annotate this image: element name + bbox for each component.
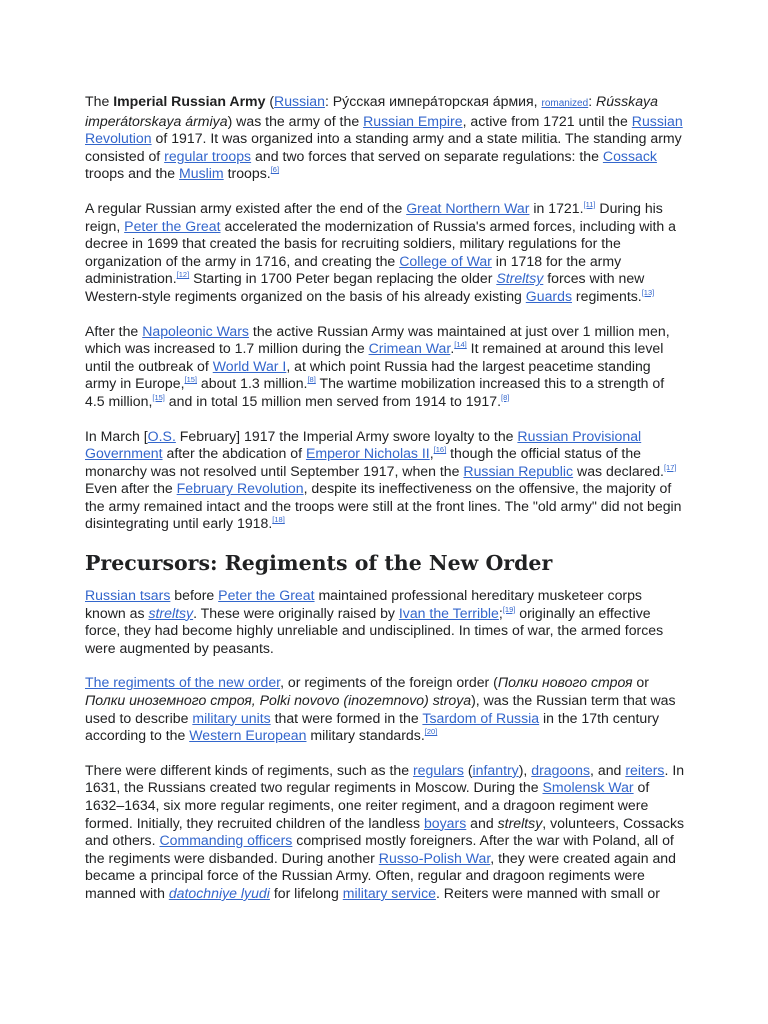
text: , they were created again and became a principal force of the Russian Army. Often, regular and dragoon regiments were manned with bbox=[85, 849, 676, 901]
citation-ref[interactable] bbox=[434, 445, 447, 454]
citation-ref[interactable] bbox=[503, 605, 516, 614]
text: originally an effective force, they had become highly unreliable and undisciplined. In times of war, the armed forces were augmented by peasants. bbox=[85, 604, 664, 656]
text: ( bbox=[265, 93, 275, 109]
link-february-revolution[interactable]: February Revolution bbox=[176, 480, 304, 497]
text: : bbox=[588, 93, 597, 109]
text: comprised mostly foreigners. After the war with Poland, all of the regiments were disbanded. During another bbox=[85, 832, 674, 866]
citation-link[interactable]: [14] bbox=[454, 340, 467, 350]
section-heading: Precursors: Regiments of the New Order bbox=[85, 551, 553, 576]
text: ; bbox=[498, 604, 503, 621]
text: in 1721. bbox=[529, 199, 584, 216]
text: military standards. bbox=[306, 727, 425, 744]
text: , at which point Russia had the largest peacetime standing army in Europe, bbox=[85, 357, 651, 392]
text: of 1917. It was organized into a standing army and a state militia. The standing army consisted of bbox=[85, 130, 682, 164]
citation-link[interactable]: [11] bbox=[583, 199, 596, 209]
text: about 1.3 million. bbox=[197, 375, 308, 392]
text: in the 17th century according to the bbox=[85, 709, 659, 744]
text: troops and the bbox=[85, 165, 180, 182]
citation-link[interactable]: [15] bbox=[152, 392, 165, 402]
link-muslim[interactable]: Muslim bbox=[179, 165, 224, 182]
citation-link[interactable]: [15] bbox=[184, 375, 197, 385]
link-romanized[interactable]: romanized bbox=[541, 98, 589, 109]
paragraph-peter-reforms bbox=[85, 200, 685, 306]
text: A regular Russian army existed after the end of the bbox=[85, 199, 407, 216]
text: forces with new Western-style regiments organized on the basis of his already existing bbox=[85, 270, 645, 304]
citation-ref[interactable] bbox=[642, 288, 655, 297]
citation-link[interactable]: [20] bbox=[424, 727, 438, 737]
text: of 1632–1634, six more regular regiments, one reiter regiment, and a dragoon regiment were formed. Initially, they recruited children of the landless bbox=[85, 779, 650, 831]
link-great-northern-war[interactable]: Great Northern War bbox=[406, 199, 530, 216]
text: and two forces that served on separate regulations: the bbox=[251, 147, 603, 164]
link-russo-polish-war[interactable]: Russo-Polish War bbox=[378, 849, 491, 866]
text: maintained professional hereditary musketeer corps known as bbox=[85, 587, 642, 621]
russian-term: Полки иноземного строя, Polki novovo (inozemnovo) stroya bbox=[85, 692, 472, 709]
text: , or regiments of the foreign order ( bbox=[280, 674, 498, 691]
text: It remained at around this level until the outbreak of bbox=[85, 340, 664, 374]
text: . In 1631, the Russians created two regular regiments in Moscow. During the bbox=[85, 761, 685, 796]
link-label[interactable]: streltsy bbox=[148, 604, 194, 621]
text: There were different kinds of regiments, such as the bbox=[85, 761, 413, 778]
citation-ref[interactable] bbox=[184, 375, 197, 384]
citation-ref[interactable] bbox=[271, 165, 279, 174]
paragraph-streltsy bbox=[85, 587, 685, 657]
text: or bbox=[632, 674, 649, 691]
citation-ref[interactable] bbox=[307, 375, 315, 384]
link-commanding-officers[interactable]: Commanding officers bbox=[159, 832, 293, 849]
link-napoleonic-wars[interactable]: Napoleonic Wars bbox=[142, 322, 249, 339]
link-boyars[interactable]: boyars bbox=[423, 814, 467, 831]
link-crimean-war[interactable]: Crimean War bbox=[368, 340, 451, 357]
text: , and bbox=[590, 761, 626, 778]
link-cossack[interactable]: Cossack bbox=[602, 147, 657, 164]
paragraph-new-order bbox=[85, 674, 685, 744]
link-tsardom-of-russia[interactable]: Tsardom of Russia bbox=[422, 709, 540, 726]
text: for lifelong bbox=[269, 884, 343, 901]
link-dragoons[interactable]: dragoons bbox=[531, 761, 591, 778]
link-russian-language[interactable]: Russian bbox=[274, 93, 325, 109]
link-regulars[interactable]: regulars bbox=[412, 761, 464, 778]
text: and in total 15 million men served from 1914 to 1917. bbox=[164, 392, 501, 409]
link-datochniye-lyudi[interactable] bbox=[169, 885, 270, 901]
link-old-style[interactable]: O.S. bbox=[147, 427, 176, 444]
link-provisional-government[interactable]: Russian Provisional Government bbox=[85, 427, 642, 462]
text: after the abdication of bbox=[162, 445, 306, 462]
text: accelerated the modernization of Russia's armed forces, including with a decree in 1699 that created the basis for recruiting soldiers, military regulations for the organization of the army in 1716, and creating the bbox=[85, 217, 677, 269]
citation-link[interactable]: [17] bbox=[663, 462, 677, 472]
text: in 1718 for the army administration. bbox=[85, 252, 622, 287]
citation-ref[interactable] bbox=[177, 270, 190, 279]
text: Starting in 1700 Peter began replacing the older bbox=[189, 270, 497, 287]
text: . Reiters were manned with small or bbox=[435, 884, 660, 901]
text: before bbox=[170, 587, 219, 604]
link-russian-revolution[interactable]: Russian Revolution bbox=[85, 112, 683, 147]
citation-ref[interactable] bbox=[664, 463, 677, 472]
text: , volunteers, Cossacks and others. bbox=[85, 814, 685, 849]
citation-link[interactable]: [12] bbox=[176, 270, 190, 280]
text: ) was the army of the bbox=[227, 112, 364, 129]
paragraph-1917 bbox=[85, 428, 685, 534]
paragraph-intro bbox=[85, 93, 685, 183]
text: , despite its ineffectiveness on the offensive, the majority of the army remained intact and the troops were still at the front lines. The "old army" did not begin disintegrating until early 1918. bbox=[85, 480, 682, 532]
link-russian-tsars[interactable]: Russian tsars bbox=[85, 587, 171, 604]
text: . bbox=[450, 340, 455, 357]
text: ), bbox=[518, 761, 532, 778]
citation-link[interactable]: [19] bbox=[502, 604, 516, 614]
link-military-units[interactable]: military units bbox=[192, 709, 271, 726]
link-smolensk-war[interactable]: Smolensk War bbox=[542, 779, 634, 796]
text: ( bbox=[463, 761, 473, 778]
text: The wartime mobilization increased this to a strength of 4.5 million, bbox=[85, 375, 665, 409]
text: During his reign, bbox=[85, 199, 663, 234]
article-subject: Imperial Russian Army bbox=[113, 93, 266, 109]
link-peter-the-great[interactable]: Peter the Great bbox=[124, 217, 221, 234]
text: that were formed in the bbox=[270, 709, 423, 726]
citation-ref[interactable] bbox=[152, 393, 165, 402]
link-western-european[interactable]: Western European bbox=[189, 727, 307, 744]
link-guards[interactable]: Guards bbox=[525, 287, 572, 304]
russian-term: Полки нового строя bbox=[497, 674, 633, 691]
link-regular-troops[interactable]: regular troops bbox=[164, 147, 252, 164]
citation-ref[interactable] bbox=[584, 200, 596, 209]
citation-ref[interactable] bbox=[454, 340, 467, 349]
citation-link[interactable]: [18] bbox=[272, 515, 285, 525]
text: , active from 1721 until the bbox=[462, 112, 632, 129]
link-streltsy[interactable] bbox=[496, 270, 543, 286]
link-college-of-war[interactable]: College of War bbox=[399, 252, 492, 269]
text: was declared. bbox=[573, 462, 664, 479]
article-body bbox=[85, 93, 685, 920]
text: February] 1917 the Imperial Army swore loyalty to the bbox=[175, 427, 518, 444]
link-infantry[interactable]: infantry bbox=[472, 761, 519, 778]
text: ), was the Russian term that was used to describe bbox=[85, 692, 676, 726]
link-ivan-the-terrible[interactable]: Ivan the Terrible bbox=[398, 604, 499, 621]
link-nicholas-ii[interactable]: Emperor Nicholas II bbox=[305, 445, 430, 462]
link-russian-empire[interactable]: Russian Empire bbox=[363, 112, 463, 129]
link-label[interactable]: datochniye lyudi bbox=[168, 884, 270, 901]
citation-ref[interactable] bbox=[501, 393, 509, 402]
text: , bbox=[429, 445, 434, 462]
citation-link[interactable]: [13] bbox=[641, 287, 655, 297]
link-regiments-new-order[interactable]: The regiments of the new order bbox=[85, 674, 281, 691]
citation-ref[interactable] bbox=[425, 727, 438, 736]
citation-link[interactable]: [6] bbox=[270, 165, 280, 175]
citation-ref[interactable] bbox=[272, 515, 285, 524]
text: Even after the bbox=[85, 480, 177, 497]
link-military-service[interactable]: military service bbox=[342, 884, 436, 901]
text: the active Russian Army was maintained at just over 1 million men, which was increased to 1.7 million during the bbox=[85, 322, 670, 357]
link-world-war-i[interactable]: World War I bbox=[212, 357, 287, 374]
link-peter-the-great[interactable]: Peter the Great bbox=[218, 587, 315, 604]
term-streltsy: streltsy bbox=[497, 814, 543, 831]
citation-link[interactable]: [16] bbox=[433, 445, 447, 455]
paragraph-army-size bbox=[85, 323, 685, 411]
text: : Ру́сская импера́торская а́рмия, bbox=[324, 93, 542, 109]
citation-link[interactable]: [8] bbox=[501, 392, 510, 402]
text: though the official status of the monarchy was not resolved until September 1917, when the bbox=[85, 445, 641, 479]
citation-link[interactable]: [8] bbox=[307, 375, 316, 385]
text: After the bbox=[85, 322, 143, 339]
text: troops. bbox=[223, 165, 271, 182]
text: In March [ bbox=[85, 427, 148, 444]
link-streltsy[interactable] bbox=[148, 605, 193, 621]
text: The bbox=[85, 93, 114, 109]
link-reiters[interactable]: reiters bbox=[625, 761, 665, 778]
link-label[interactable]: Streltsy bbox=[496, 270, 544, 287]
link-russian-republic[interactable]: Russian Republic bbox=[463, 462, 574, 479]
text: . These were originally raised by bbox=[193, 604, 399, 621]
transliteration: Rússkaya imperátorskaya ármiya bbox=[85, 93, 658, 129]
text: and bbox=[466, 814, 498, 831]
paragraph-regiment-kinds bbox=[85, 762, 685, 903]
text: regiments. bbox=[572, 287, 642, 304]
